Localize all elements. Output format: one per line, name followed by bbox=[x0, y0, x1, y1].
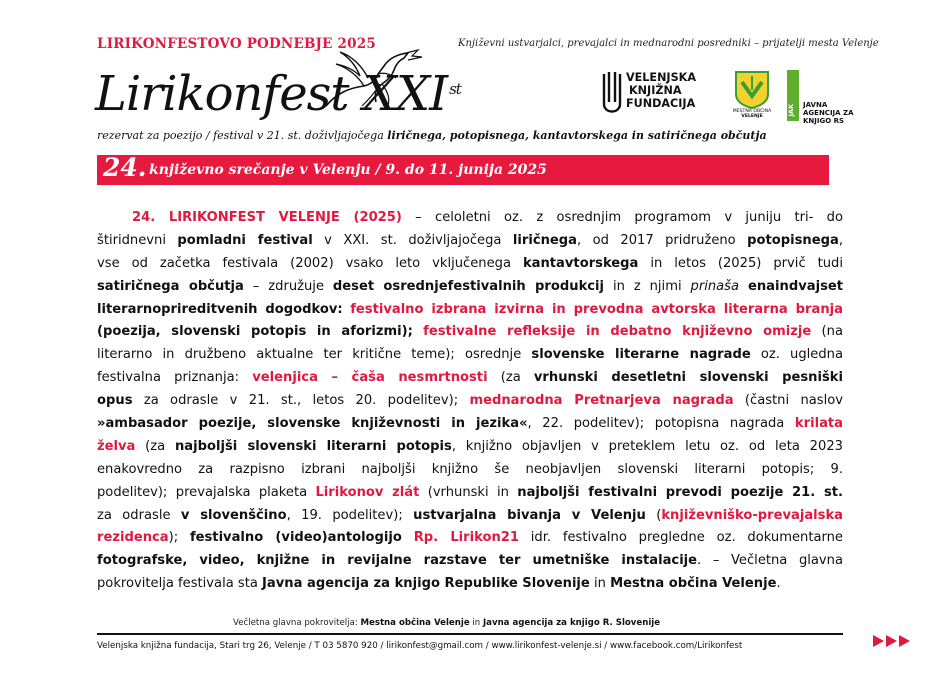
body-text bbox=[413, 324, 423, 339]
body-text: (poezija, slovenski potopis in aforizmi); bbox=[97, 324, 413, 340]
body-text: , knjižno objavljen v preteklem letu oz. od leta 2023 bbox=[451, 438, 843, 454]
subtitle: rezervat za poezijo / festival v 21. st. doživljajočega liričnega, potopisnega, kantavtorskega in satiričnega občutja bbox=[97, 129, 767, 142]
body-text: Javna agencija za knjigo Republike Slovenije bbox=[262, 576, 590, 592]
body-text bbox=[402, 530, 414, 545]
body-text: podelitev); prevajalska plaketa bbox=[97, 484, 316, 500]
body-line bbox=[97, 459, 843, 482]
body-text: literarno in družbeno aktualne ter kritične teme); osrednje bbox=[97, 347, 532, 363]
body-text: – celoletni oz. z osrednjim programom v juniju tri- do bbox=[401, 210, 843, 225]
highlight-text: književniško-prevajalska bbox=[661, 507, 843, 523]
body-text: v XXI. st. doživljajočega bbox=[312, 232, 513, 248]
body-text: štiridnevni bbox=[97, 232, 178, 248]
body-line bbox=[97, 527, 843, 550]
body-text: za odrasle v 21. st., letos 20. podelitev); bbox=[132, 393, 470, 409]
body-text: , 22. podelitev); potopisna nagrada bbox=[527, 416, 795, 432]
highlight-text: rezidenca bbox=[97, 530, 169, 546]
arrow-right-icon bbox=[873, 635, 884, 647]
body-text: prinaša bbox=[690, 278, 740, 294]
body-line bbox=[97, 276, 843, 299]
body-line bbox=[97, 299, 843, 322]
logo-title: Lirikonfest XXI $^{st}$ bbox=[95, 66, 461, 122]
body-line bbox=[97, 505, 843, 528]
body-text: v slovenščino bbox=[180, 507, 287, 523]
body-text: ustvarjalna bivanja v Velenju bbox=[413, 507, 646, 523]
body-text: – združuje bbox=[243, 278, 333, 294]
body-line bbox=[97, 390, 843, 413]
body-text: Mestna občina Velenje bbox=[610, 576, 777, 592]
highlight-text: želva bbox=[97, 438, 136, 454]
body-paragraph bbox=[97, 207, 843, 596]
highlight-text: velenjica – čaša nesmrtnosti bbox=[252, 370, 488, 386]
highlight-text: 24. LIRIKONFEST VELENJE (2025) bbox=[132, 210, 402, 225]
body-text: . bbox=[776, 576, 781, 592]
header-tagline: Književni ustvarjalci, prevajalci in mednarodni posredniki – prijatelji mesta Velenje bbox=[458, 38, 879, 49]
arrow-right-icon bbox=[886, 635, 897, 647]
body-line bbox=[97, 344, 843, 367]
jak-logo-label: JAK bbox=[787, 104, 795, 117]
body-line bbox=[97, 413, 843, 436]
body-text: oz. ugledna bbox=[750, 347, 843, 363]
body-text: pokrovitelja festivala sta bbox=[97, 576, 263, 592]
body-text: , bbox=[838, 232, 843, 248]
body-text: za odrasle bbox=[97, 507, 181, 523]
body-text: deset osrednjefestivalnih produkcij bbox=[332, 278, 605, 294]
body-text: in bbox=[589, 576, 611, 592]
body-text: liričnega bbox=[512, 232, 577, 248]
body-text: satiričnega občutja bbox=[97, 278, 244, 294]
body-line bbox=[97, 253, 843, 276]
highlight-text: Rp. Lirikon21 bbox=[413, 530, 519, 546]
banner-number: 24. bbox=[103, 153, 147, 182]
banner-text: književno srečanje v Velenju / 9. do 11. junija 2025 bbox=[149, 162, 547, 178]
body-text: opus bbox=[97, 393, 133, 409]
body-line bbox=[97, 550, 843, 573]
body-text: slovenske literarne nagrade bbox=[531, 347, 751, 363]
highlight-text: festivalno izbrana izvirna in prevodna avtorska literarna branja bbox=[350, 301, 843, 317]
sponsor-line: Večletna glavna pokrovitelja: Mestna občina Velenje in Javna agencija za knjigo R. Slovenije bbox=[233, 618, 661, 628]
body-text: enakovredno za razpisno izbrani najboljši knjižno še neobjavljen slovenski literarni potopis; 9. bbox=[97, 461, 843, 477]
footer-rule bbox=[97, 633, 843, 635]
header-kicker: LIRIKONFESTOVO PODNEBJE 2025 bbox=[97, 36, 376, 52]
highlight-text: Lirikonov zlát bbox=[315, 484, 420, 500]
body-text: najboljši slovenski literarni potopis bbox=[174, 438, 452, 454]
body-text: kantavtorskega bbox=[522, 255, 639, 271]
body-text: festivalna priznanja: bbox=[97, 370, 253, 386]
body-text: in z njimi bbox=[604, 278, 691, 294]
body-line bbox=[97, 436, 843, 459]
logo-title-sup: st bbox=[449, 80, 461, 98]
body-text: ( bbox=[645, 507, 662, 523]
body-line bbox=[97, 367, 843, 390]
arrow-right-icon bbox=[899, 635, 910, 647]
body-text: (za bbox=[487, 370, 534, 386]
body-text: , od 2017 pridruženo bbox=[577, 232, 748, 248]
body-text: vrhunski desetletni slovenski pesniški bbox=[533, 370, 843, 386]
body-text: fotografske, video, knjižne in revijalne razstave ter umetniške instalacije bbox=[97, 553, 698, 569]
body-line bbox=[97, 573, 843, 596]
body-text: enaindvajset bbox=[747, 278, 843, 294]
jak-logo-text: JAVNA AGENCIJA ZA KNJIGO RS bbox=[803, 101, 854, 125]
body-text bbox=[739, 279, 748, 294]
body-line bbox=[97, 230, 843, 253]
body-text: pomladni festival bbox=[177, 232, 313, 248]
mov-logo-text: MESTNA OBČINA VELENJE bbox=[732, 109, 772, 119]
body-text: (na bbox=[811, 324, 843, 340]
body-text: ); bbox=[168, 530, 190, 546]
body-text: literarnoprireditvenih dogodkov: bbox=[97, 301, 343, 317]
highlight-text: mednarodna Pretnarjeva nagrada bbox=[469, 393, 734, 409]
body-text: (vrhunski in bbox=[419, 484, 518, 500]
body-text: in letos (2025) prvič tudi bbox=[638, 255, 843, 271]
body-text: potopisnega bbox=[747, 232, 839, 248]
body-text: . – Večletna glavna bbox=[697, 553, 843, 569]
body-text: festivalno (video)antologijo bbox=[189, 530, 402, 546]
highlight-text: festivalne refleksije in debatno književno omizje bbox=[423, 324, 812, 340]
body-line bbox=[97, 207, 843, 230]
highlight-text: krilata bbox=[794, 416, 843, 432]
body-text: (častni naslov bbox=[733, 393, 843, 409]
body-line bbox=[97, 482, 843, 505]
triple-arrow-right-icon[interactable] bbox=[873, 635, 910, 647]
body-text: , 19. podelitev); bbox=[286, 507, 414, 523]
vkf-logo-text: VELENJSKA KNJIŽNA FUNDACIJA bbox=[626, 71, 696, 110]
body-text: »ambasador poezije, slovenske književnosti in jezika« bbox=[97, 416, 528, 432]
body-text: idr. festivalno pregledne oz. dokumentarne bbox=[519, 530, 843, 546]
body-text: (za bbox=[135, 438, 175, 454]
body-line bbox=[97, 321, 843, 344]
body-text: najboljši festivalni prevodi poezije 21. st. bbox=[517, 484, 844, 500]
body-text: vse od začetka festivala (2002) vsako leto vključenega bbox=[97, 255, 523, 271]
footer-contact: Velenjska knjižna fundacija, Stari trg 26, Velenje / T 03 5870 920 / lirikonfest@gmail.com / www.lirikonfest-velenje.si / www.facebook.com/Lirikonfest bbox=[97, 641, 743, 651]
